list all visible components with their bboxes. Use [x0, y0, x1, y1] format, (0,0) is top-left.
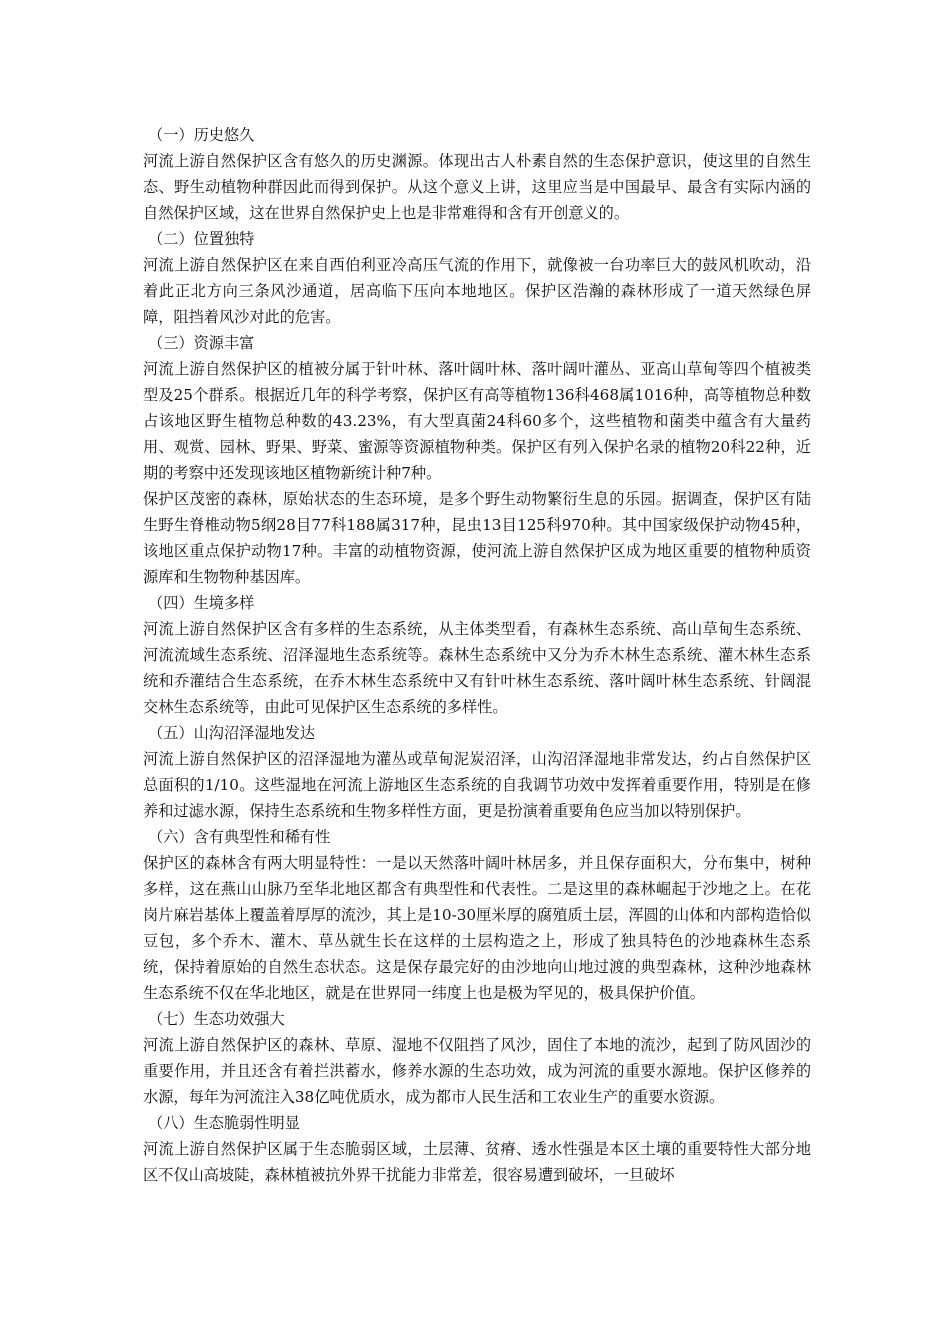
- paragraph: 河流上游自然保护区的森林、草原、湿地不仅阻挡了风沙，固住了本地的流沙，起到了防风固沙的重要作用，并且还含有着拦洪蓄水，修养水源的生态功效，成为河流的重要水源地。保护区修养的水源，每年为河流注入38亿吨优质水，成为都市人民生活和工农业生产的重要水资源。: [143, 1036, 811, 1106]
- document-body: [143, 122, 811, 1188]
- paragraph: 河流上游自然保护区的植被分属于针叶林、落叶阔叶林、落叶阔叶灌丛、亚高山草甸等四个植被类型及25个群系。根据近几年的科学考察，保护区有高等植物136科468属1016种，高等植物总种数占该地区野生植物总种数的43.23%，有大型真菌24科60多个，这些植物和菌类中蕴含有大量药用、观赏、园林、野果、野菜、蜜源等资源植物种类。保护区有列入保护名录的植物20科22种，近期的考察中还发现该地区植物新统计种7种。: [143, 360, 811, 482]
- section-ecological-function: [143, 1006, 811, 1110]
- section-wetland: [143, 720, 811, 824]
- paragraph: 河流上游自然保护区的沼泽湿地为灌丛或草甸泥炭沼泽，山沟沼泽湿地非常发达，约占自然保护区总面积的1/10。这些湿地在河流上游地区生态系统的自我调节功效中发挥着重要作用，特别是在修养和过滤水源，保持生态系统和生物多样性方面，更是扮演着重要角色应当加以特别保护。: [143, 750, 811, 820]
- paragraph: 河流上游自然保护区含有多样的生态系统，从主体类型看，有森林生态系统、高山草甸生态系统、河流流域生态系统、沼泽湿地生态系统等。森林生态系统中又分为乔木林生态系统、灌木林生态系统和乔灌结合生态系统，在乔木林生态系统中又有针叶林生态系统、落叶阔叶林生态系统、针阔混交林生态系统等，由此可见保护区生态系统的多样性。: [143, 620, 811, 716]
- section-fragility: [143, 1110, 811, 1188]
- paragraph: 保护区茂密的森林，原始状态的生态环境，是多个野生动物繁衍生息的乐园。据调查，保护区有陆生野生脊椎动物5纲28目77科188属317种，昆虫13目125科970种。其中国家级保护动物45种，该地区重点保护动物17种。丰富的动植物资源，使河流上游自然保护区成为地区重要的植物种质资源库和生物物种基因库。: [143, 490, 811, 586]
- section-typicality: [143, 824, 811, 1006]
- section-heading: （二）位置独特: [148, 230, 255, 248]
- section-heading: （一）历史悠久: [148, 126, 255, 144]
- section-heading: （七）生态功效强大: [148, 1010, 285, 1028]
- section-resources: [143, 330, 811, 590]
- section-heading: （四）生境多样: [148, 594, 255, 612]
- section-heading: （八）生态脆弱性明显: [148, 1114, 300, 1132]
- section-location: [143, 226, 811, 330]
- section-heading: （三）资源丰富: [148, 334, 255, 352]
- section-history: [143, 122, 811, 226]
- paragraph: 河流上游自然保护区含有悠久的历史渊源。体现出古人朴素自然的生态保护意识，使这里的自然生态、野生动植物种群因此而得到保护。从这个意义上讲，这里应当是中国最早、最含有实际内涵的自然保护区域，这在世界自然保护史上也是非常难得和含有开创意义的。: [143, 152, 811, 222]
- paragraph: 保护区的森林含有两大明显特性：一是以天然落叶阔叶林居多，并且保存面积大，分布集中，树种多样，这在燕山山脉乃至华北地区都含有典型性和代表性。二是这里的森林崛起于沙地之上。在花岗片麻岩基体上覆盖着厚厚的流沙，其上是10-30厘米厚的腐殖质土层，浑圆的山体和内部构造恰似豆包，多个乔木、灌木、草丛就生长在这样的土层构造之上，形成了独具特色的沙地森林生态系统，保持着原始的自然生态状态。这是保存最完好的由沙地向山地过渡的典型森林，这种沙地森林生态系统不仅在华北地区，就是在世界同一纬度上也是极为罕见的，极具保护价值。: [143, 854, 811, 1002]
- paragraph: 河流上游自然保护区在来自西伯利亚冷高压气流的作用下，就像被一台功率巨大的鼓风机吹动，沿着此正北方向三条风沙通道，居高临下压向本地地区。保护区浩瀚的森林形成了一道天然绿色屏障，阻挡着风沙对此的危害。: [143, 256, 811, 326]
- paragraph: 河流上游自然保护区属于生态脆弱区域，土层薄、贫瘠、透水性强是本区土壤的重要特性大部分地区不仅山高坡陡，森林植被抗外界干扰能力非常差，很容易遭到破坏，一旦破坏: [143, 1140, 811, 1184]
- section-heading: （五）山沟沼泽湿地发达: [148, 724, 316, 742]
- section-heading: （六）含有典型性和稀有性: [148, 828, 331, 846]
- section-habitat: [143, 590, 811, 720]
